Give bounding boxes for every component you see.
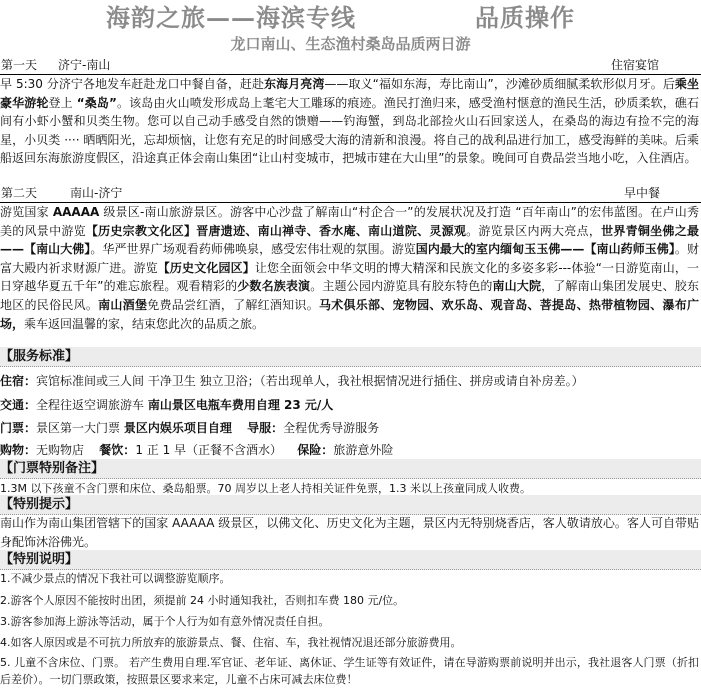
notes-item-3: 3.游客参加海上游泳等活动，属于个人行为如有意外情况责任自担。 <box>0 615 330 628</box>
day1-itinerary: 早 5:30 分济宁各地发车赶赴龙口中餐自备，赶赴东海月亮湾——取义“福如东海，寿比南山”，沙滩砂质细腻柔软形似月牙。后乘坐豪华游轮登上 “桑岛”。该岛由火山喷发形成岛上耄宅大工雕琢的痕迹。渔民打渔归来，感受渔村惬意的渔民生活，砂质柔软，礁石间有小虾小蟹和贝类生物。您可以自己动手感受自然的馈赠——钓海蟹，到岛北部捡火山石回家送人，在桑岛的海边有捡不完的海星，小贝类 ···· 晒晒阳光，忘却烦恼，让您有充足的时间感受大海的清新和浪漫。将自己的战利品进行加工，感受海鲜的美味。后乘船返回东海旅游度假区，沿途真正体会南山集团“让山村变城市，把城市建在大山里”的景象。晚间可自费品尝当地小吃，入住酒店。 <box>0 77 699 166</box>
notes-item-1: 1.不减少景点的情况下我社可以调整游览顺序。 <box>0 572 231 585</box>
page-subtitle: 龙口南山、生态渔村桑岛品质两日游 <box>230 35 471 53</box>
tips-text: 南山作为南山集团管辖下的国家 AAAAA 级景区，以佛文化、历史文化为主题，景区内无特别烧香店，客人敬请放心。客人可自带贴身配饰沐浴佛光。 <box>0 516 699 549</box>
highlight-cruise: 乘坐豪华游轮 <box>0 77 699 110</box>
day2-itinerary: 游览国家 AAAAA 级景区-南山旅游景区。游客中心沙盘了解南山“村企合一”的发展状况及打造 “百年南山”的宏伟蓝图。在卢山秀美的风景中游览【历史宗教文化区】晋唐遗迹、南山禅寺、香水庵、南山道院、灵源观。游览景区内两大亮点，世界青铜坐佛之最——【南山大佛】。华严世界广场观看药师佛唤泉，感受宏伟壮观的氛围。游览国内最大的室内缅甸玉玉佛——【南山药师玉佛】。财富大殿内祈求财源广进。游览【历史文化园区】让您全面领会中华文明的博大精深和民族文化的多姿多彩---体验“一日游览南山，一日穿越华夏五千年”的难忘旅程。观看精彩的少数名族表演。主题公园内游览具有胶东特色的南山大院，了解南山集团发展史、胶东地区的民俗民风。南山酒堡免费品尝红酒，了解红酒知识。马术俱乐部、宠物园、欢乐岛、观音岛、菩提岛、热带植物园、瀑布广场，乘车返回温馨的家，结束您此次的品质之旅。 <box>0 205 699 331</box>
highlight-ethnic-show: 少数名族表演 <box>237 279 311 294</box>
day2-meals: 早中餐 <box>624 186 661 200</box>
day1-meals: 住宿宴馆 <box>611 58 660 72</box>
notes-item-2: 2.游客个人原因不能按时出团，须提前 24 小时通知我社，否则扣车费 180 元/位。 <box>0 594 405 607</box>
highlight-moon-bay: 东海月亮湾 <box>264 77 325 91</box>
notes-item-4: 4.如客人原因或是不可抗力所放弃的旅游景点、餐、住宿、车，我社视情况退还部分旅游费用。 <box>0 636 462 649</box>
notes-item-5: 5. 儿童不含床位、门票。 若产生费用自理.军官证、老年证、离休证、学生证等有效证件，请在导游购票前说明并出示，我社退客人门票（折扣后差价）。一切门票政策，按照景区要求来定，儿童不占床可减去床位费！ <box>0 656 699 686</box>
highlight-nanshan-courtyard: 南山大院 <box>492 279 542 294</box>
day1-header <box>0 57 701 75</box>
highlight-jade-buddha: 国内最大的室内缅甸玉玉佛——【南山药师玉佛】 <box>415 242 675 257</box>
service-lodging: 住宿：宾馆标准间或三人间 干净卫生 独立卫浴；（若出现单人，我社根据情况进行插住、拼房或请自补房差。） <box>0 374 584 388</box>
service-transport: 交通：全程往返空调旅游车 南山景区电瓶车费用自理 23 元/人 <box>0 398 334 412</box>
title-quality: 品质操作 <box>475 3 575 32</box>
day2-route: 南山-济宁 <box>70 186 123 200</box>
highlight-culture-zone: 【历史文化园区】 <box>157 260 255 275</box>
ticket-notes-header: 【门票特别备注】 <box>0 459 701 479</box>
title-main: 海韵之旅——海滨专线 <box>106 3 356 32</box>
day2-header <box>0 185 701 203</box>
notes-header: 【特别说明】 <box>0 550 701 570</box>
service-ticket: 门票：景区第一大门票 景区内娱乐项目自理 导服：全程优秀导游服务 <box>0 421 380 435</box>
day1-route: 济宁-南山 <box>58 58 111 72</box>
ticket-notes-text: 1.3M 以下孩童不含门票和床位、桑岛船票。70 周岁以上老人持相关证件免票，1.3 米以上孩童同成人收费。 <box>0 482 531 495</box>
service-header: 【服务标准】 <box>0 347 701 367</box>
day2-label: 第二天 <box>1 186 38 200</box>
highlight-religion-zone: 【历史宗教文化区】晋唐遗迹、南山禅寺、香水庵、南山道院、灵源观 <box>85 223 467 238</box>
highlight-attractions: 马术俱乐部、宠物园、欢乐岛、观音岛、菩提岛、热带植物园、瀑布广场， <box>0 297 699 331</box>
service-shopping-meals: 购物：无购物店 餐饮：1 正 1 早（正餐不含酒水） 保险：旅游意外险 <box>0 443 394 457</box>
highlight-big-buddha: 世界青铜坐佛之最——【南山大佛】 <box>0 223 699 257</box>
aaaaa-rating: AAAAA <box>52 205 100 219</box>
highlight-sang-island: “桑岛” <box>76 95 117 110</box>
page-title <box>0 0 701 30</box>
highlight-winery: 南山酒堡 <box>98 297 148 312</box>
day1-label: 第一天 <box>1 58 38 72</box>
tips-header: 【特别提示】 <box>0 495 701 515</box>
